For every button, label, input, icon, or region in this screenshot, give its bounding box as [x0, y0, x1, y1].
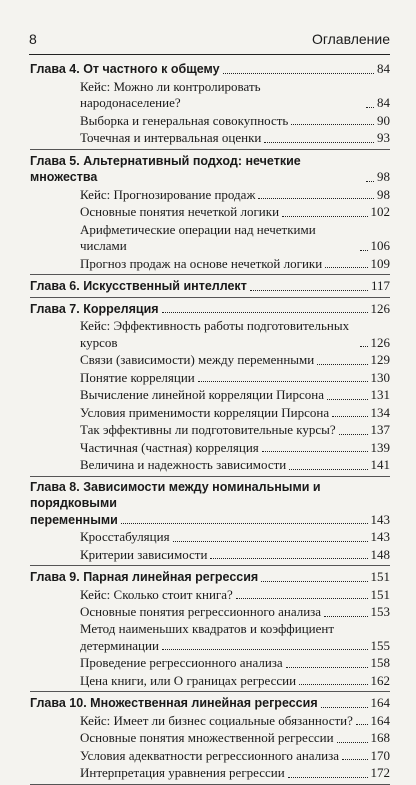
- toc-entry[interactable]: [30, 351, 390, 369]
- page-ref: 153: [370, 604, 390, 619]
- entry-title: Основные понятия нечеткой логики: [80, 204, 280, 219]
- dot-leader: [339, 434, 368, 435]
- chapter-title: Глава 10. Множественная линейная регрессия: [30, 696, 318, 710]
- toc-entry[interactable]: [30, 255, 390, 273]
- chapter-title: Глава 4. От частного к общему: [30, 62, 220, 76]
- chapter-5: [30, 152, 390, 276]
- toc-entry[interactable]: [30, 421, 390, 439]
- page-ref: 164: [370, 695, 390, 710]
- page-ref: 164: [370, 712, 390, 728]
- page-ref: 151: [370, 586, 390, 602]
- entry-title: Кейс: Сколько стоит книга?: [80, 586, 233, 602]
- toc-entry[interactable]: [30, 712, 390, 730]
- toc-entry[interactable]: [30, 112, 390, 130]
- page-ref: 168: [370, 730, 390, 745]
- dot-leader: [258, 198, 374, 199]
- chapter-title: Глава 7. Корреляция: [30, 301, 159, 316]
- entry-title: Выборка и генеральная совокупность: [80, 112, 289, 128]
- dot-leader: [327, 399, 367, 400]
- chapter-title-line1[interactable]: Глава 8. Зависимости между номинальными и порядковыми: [30, 479, 321, 510]
- page-ref: 143: [370, 529, 390, 544]
- page-ref: 126: [370, 300, 390, 316]
- entry-title: Критерии зависимости: [80, 546, 208, 562]
- chapter-title: Глава 9. Парная линейная регрессия: [30, 570, 259, 584]
- page-ref: 102: [370, 204, 390, 219]
- dot-leader: [342, 759, 367, 760]
- page-number: 8: [29, 31, 37, 47]
- chapter-heading[interactable]: [30, 277, 390, 295]
- toc-entry[interactable]: [30, 729, 390, 747]
- page-ref: 155: [370, 637, 390, 653]
- dot-leader: [198, 381, 368, 382]
- entry-title: Так эффективны ли подготовительные курсы?: [80, 422, 336, 437]
- dot-leader: [286, 667, 368, 668]
- chapter-title: Глава 6. Искусственный интеллект: [30, 279, 247, 293]
- page-ref: 131: [370, 387, 390, 402]
- entry-title: Вычисление линейной корреляции Пирсона: [80, 387, 325, 402]
- page-ref: 106: [370, 238, 390, 253]
- dot-leader: [250, 290, 368, 291]
- page-ref: 148: [370, 546, 390, 562]
- page-ref: 151: [370, 569, 390, 584]
- entry-title: Основные понятия множественной регрессии: [80, 730, 334, 745]
- dot-leader: [264, 142, 374, 143]
- toc-entry[interactable]: [30, 203, 390, 221]
- chapter-title-line2: переменными: [30, 512, 118, 527]
- chapter-heading[interactable]: [30, 152, 390, 186]
- dot-leader: [288, 777, 368, 778]
- dot-leader: [366, 107, 374, 108]
- chapter-10: [30, 694, 390, 785]
- entry-title: Основные понятия регрессионного анализа: [80, 604, 322, 619]
- chapter-heading[interactable]: [30, 511, 390, 529]
- dot-leader: [360, 346, 368, 347]
- dot-leader: [291, 124, 374, 125]
- toc-entry[interactable]: [30, 672, 390, 690]
- dot-leader: [360, 250, 368, 251]
- page-ref: 130: [370, 369, 390, 385]
- page-ref: 109: [370, 255, 390, 271]
- toc-entry-multiline[interactable]: [30, 621, 390, 655]
- page-ref: 141: [370, 457, 390, 472]
- dot-leader: [356, 724, 368, 725]
- toc-entry[interactable]: [30, 78, 390, 112]
- header-rule: [29, 54, 390, 55]
- entry-title-line1: Метод наименьших квадратов и коэффициент: [80, 620, 335, 636]
- entry-title: Кейс: Можно ли контролировать народонаселение?: [80, 78, 261, 110]
- toc-entry[interactable]: [30, 747, 390, 765]
- toc-entry[interactable]: [30, 586, 390, 604]
- entry-title: Цена книги, или О границах регрессии: [80, 672, 297, 688]
- page-ref: 129: [370, 352, 390, 367]
- running-header: Оглавление: [311, 31, 390, 47]
- page-ref: 158: [370, 655, 390, 670]
- entry-title: Величина и надежность зависимости: [80, 457, 287, 472]
- entry-title: Понятие корреляции: [80, 369, 195, 385]
- entry-title: Условия адекватности регрессионного анализа: [80, 747, 340, 763]
- entry-title: Условия применимости корреляции Пирсона: [80, 404, 330, 420]
- chapter-6: [30, 277, 390, 298]
- dot-leader: [162, 312, 368, 313]
- chapter-7: [30, 300, 390, 477]
- page-ref: 117: [370, 278, 390, 293]
- toc-entry[interactable]: [30, 186, 390, 204]
- entry-title: Частичная (частная) корреляция: [80, 439, 259, 455]
- entry-continuation: [30, 637, 390, 655]
- dot-leader: [337, 742, 368, 743]
- chapter-title: Глава 5. Альтернативный подход: нечеткие множества: [30, 153, 301, 184]
- entry-title: Кейс: Имеет ли бизнес социальные обязанности?: [80, 712, 353, 728]
- entry-title: Интерпретация уравнения регрессии: [80, 765, 285, 780]
- page-ref: 84: [377, 95, 390, 110]
- chapter-heading[interactable]: [30, 694, 390, 712]
- page-ref: 98: [377, 186, 390, 202]
- toc-entry[interactable]: [30, 456, 390, 474]
- page-ref: 90: [377, 112, 390, 128]
- toc-entry[interactable]: [30, 404, 390, 422]
- chapter-8: [30, 479, 390, 567]
- dot-leader: [236, 598, 368, 599]
- toc-entry[interactable]: [30, 369, 390, 387]
- entry-title: Проведение регрессионного анализа: [80, 655, 283, 670]
- toc-entry[interactable]: [30, 317, 390, 351]
- dot-leader: [366, 181, 374, 182]
- toc-entry[interactable]: [30, 386, 390, 404]
- page-ref: 93: [377, 130, 390, 145]
- toc-entry[interactable]: [30, 129, 390, 147]
- chapter-heading[interactable]: [30, 568, 390, 586]
- dot-leader: [262, 451, 368, 452]
- entry-title: Прогноз продаж на основе нечеткой логики: [80, 255, 323, 271]
- page-ref: 137: [370, 422, 390, 437]
- page-ref: 139: [370, 439, 390, 455]
- dot-leader: [261, 581, 367, 582]
- dot-leader: [324, 616, 367, 617]
- toc-entry[interactable]: [30, 654, 390, 672]
- dot-leader: [173, 541, 368, 542]
- toc-entry[interactable]: [30, 764, 390, 782]
- page-ref: 98: [377, 169, 390, 184]
- entry-title-line2: детерминации: [80, 637, 159, 653]
- page-ref: 84: [377, 61, 390, 76]
- page-ref: 170: [370, 747, 390, 763]
- page-ref: 126: [370, 334, 390, 350]
- page-ref: 143: [370, 511, 390, 527]
- dot-leader: [325, 267, 367, 268]
- dot-leader: [210, 558, 367, 559]
- chapter-heading[interactable]: [30, 60, 390, 78]
- toc-entry[interactable]: [30, 528, 390, 546]
- entry-title: Кейс: Прогнозирование продаж: [80, 186, 256, 202]
- toc-entry[interactable]: [30, 221, 390, 255]
- dot-leader: [162, 649, 368, 650]
- entry-title: Точечная и интервальная оценки: [80, 130, 262, 145]
- entry-title: Кросстабуляция: [80, 529, 170, 544]
- entry-title: Кейс: Эффективность работы подготовительных курсов: [80, 318, 350, 350]
- chapter-9: [30, 568, 390, 692]
- page-ref: 162: [370, 672, 390, 688]
- dot-leader: [332, 416, 367, 417]
- dot-leader: [223, 73, 374, 74]
- table-of-contents: [30, 60, 390, 785]
- dot-leader: [121, 523, 368, 524]
- toc-entry[interactable]: [30, 603, 390, 621]
- dot-leader: [282, 216, 367, 217]
- entry-title: Арифметические операции над нечеткими числами: [80, 221, 316, 253]
- dot-leader: [317, 364, 367, 365]
- dot-leader: [321, 707, 368, 708]
- entry-title: Связи (зависимости) между переменными: [80, 352, 315, 367]
- chapter-4: [30, 60, 390, 150]
- dot-leader: [299, 684, 367, 685]
- page-ref: 134: [370, 404, 390, 420]
- page-ref: 172: [370, 765, 390, 780]
- toc-entry[interactable]: [30, 546, 390, 564]
- chapter-heading[interactable]: [30, 300, 390, 318]
- toc-entry[interactable]: [30, 439, 390, 457]
- dot-leader: [289, 469, 367, 470]
